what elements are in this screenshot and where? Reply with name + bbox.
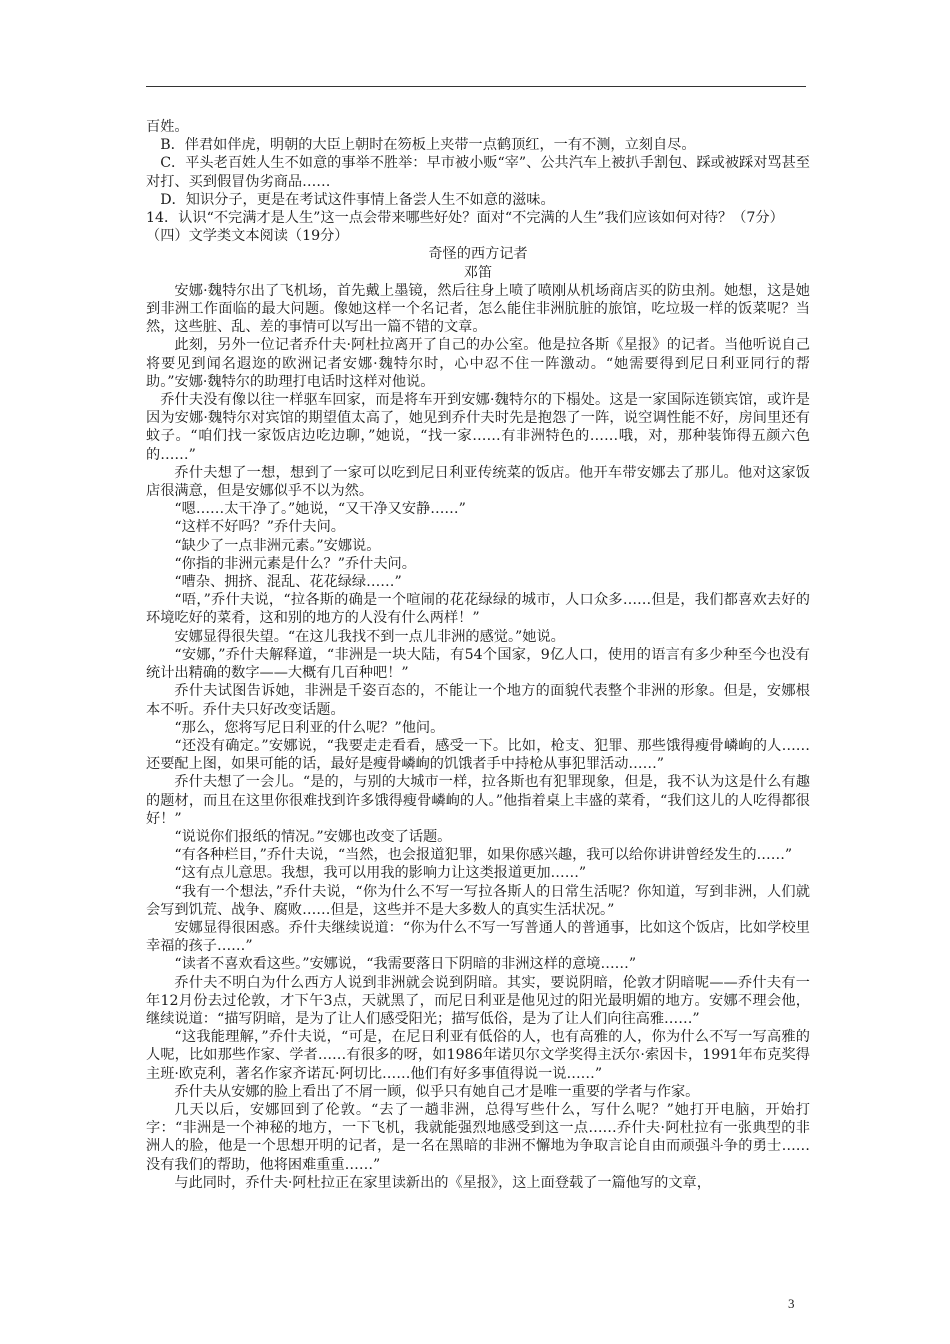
- story-paragraph: “安娜，”乔什夫解释道，“非洲是一块大陆，有54个国家，9亿人口，使用的语言有多少种至今也没有统计出精确的数字——大概有几百种吧！”: [146, 646, 810, 682]
- story-paragraph: 几天以后，安娜回到了伦敦。“去了一趟非洲，总得写些什么，写什么呢？”她打开电脑，开始打字：“非洲是一个神秘的地方，一下飞机，我就能强烈地感受到这一点……乔什夫·阿杜拉有一张典型的非洲人的脸，他是一个思想开明的记者，是一名在黑暗的非洲不懈地为争取言论自由而顽强斗争的勇士……没有我们的帮助，他将困难重重……”: [146, 1101, 810, 1173]
- option-a-tail: 百姓。: [146, 119, 189, 135]
- question-14: 14．认识“不完满才是人生”这一点会带来哪些好处？面对“不完满的人生”我们应该如何对待？（7分）: [146, 210, 784, 227]
- option-d: D．知识分子，更是在考试这件事情上备尝人生不如意的滋味。: [160, 191, 555, 208]
- story-paragraph: “说说你们报纸的情况。”安娜也改变了话题。: [174, 828, 452, 845]
- option-b: B．伴君如伴虎，明朝的大臣上朝时在笏板上夹带一点鹤顶红，一有不测，立刻自尽。: [160, 137, 696, 154]
- story-title: 奇怪的西方记者: [428, 246, 528, 263]
- story-paragraph: “缺少了一点非洲元素。”安娜说。: [174, 537, 381, 554]
- story-paragraph: 安娜·魏特尔出了飞机场，首先戴上墨镜，然后往身上喷了喷刚从机场商店买的防虫剂。她想，这是她到非洲工作面临的最大问题。像她这样一个名记者，怎么能住非洲肮脏的旅馆，吃垃圾一样的饭菜呢？当然，这些脏、乱、差的事情可以写出一篇不错的文章。: [146, 282, 810, 336]
- story-paragraph: 此刻，另外一位记者乔什夫·阿杜拉离开了自己的办公室。他是拉各斯《星报》的记者。当他听说自己将要见到闻名遐迩的欧洲记者安娜·魏特尔时，心中忍不住一阵激动。“她需要得到尼日利亚同行的帮助。”安娜·魏特尔的助理打电话时这样对他说。: [146, 337, 810, 390]
- story-paragraph: “嗯……太干净了。”她说，“又干净又安静……”: [174, 501, 466, 518]
- story-paragraph: 乔什夫不明白为什么西方人说到非洲就会说到阴暗。其实，要说阴暗，伦敦才阴暗呢——乔什夫有一年12月份去过伦敦，才下午3点，天就黑了，而尼日利亚是他见过的阳光最明媚的地方。安娜不理会他，继续说道：“描写阴暗，是为了让人们感受阳光；描写低俗，是为了让人们向往高雅……”: [146, 974, 810, 1027]
- story-paragraph: “我有一个想法，”乔什夫说，“你为什么不写一写拉各斯人的日常生活呢？你知道，写到非洲，人们就会写到饥荒、战争、腐败……但是，这些并不是大多数人的真实生活状况。”: [146, 883, 810, 918]
- header-rule: [146, 86, 806, 87]
- option-c: C．平头老百姓人生不如意的事举不胜举：早市被小贩“宰”、公共汽车上被扒手割包、踩或被踩对骂甚至对打、买到假冒伪劣商品……: [146, 155, 810, 190]
- story-paragraph: “读者不喜欢看这些。”安娜说，“我需要落日下阴暗的非洲这样的意境……”: [174, 956, 637, 973]
- story-paragraph: 安娜显得很困惑。乔什夫继续说道：“你为什么不写一写普通人的普通事，比如这个饭店，比如学校里幸福的孩子……”: [146, 919, 810, 955]
- story-paragraph: 乔什夫试图告诉她，非洲是千姿百态的，不能让一个地方的面貌代表整个非洲的形象。但是，安娜根本不听。乔什夫只好改变话题。: [146, 683, 810, 718]
- story-paragraph: 乔什夫想了一想，想到了一家可以吃到尼日利亚传统菜的饭店。他开车带安娜去了那儿。他对这家饭店很满意，但是安娜似乎不以为然。: [146, 464, 810, 500]
- story-paragraph: “有各种栏目，”乔什夫说，“当然，也会报道犯罪，如果你感兴趣，我可以给你讲讲曾经发生的……”: [174, 847, 793, 864]
- section-heading: （四）文学类文本阅读（19分）: [146, 228, 349, 245]
- story-author: 邓笛: [463, 264, 493, 281]
- story-paragraph: “这样不好吗？”乔什夫问。: [174, 519, 345, 536]
- story-paragraph: “那么，您将写尼日利亚的什么呢？”他问。: [174, 719, 445, 736]
- page-content: [146, 118, 810, 1192]
- story-paragraph: 与此同时，乔什夫·阿杜拉正在家里读新出的《星报》，这上面登载了一篇他写的文章，: [174, 1174, 711, 1191]
- story-paragraph: “这有点儿意思。我想，我可以用我的影响力让这类报道更加……”: [174, 865, 587, 882]
- page-number: 3: [788, 1296, 795, 1311]
- story-paragraph: “唔，”乔什夫说，“拉各斯的确是一个喧闹的花花绿绿的城市，人口众多……但是，我们都喜欢去好的环境吃好的菜肴，这和别的地方的人没有什么两样！”: [146, 592, 810, 627]
- story-paragraph: 乔什夫没有像以往一样驱车回家，而是将车开到安娜·魏特尔的下榻处。这是一家国际连锁宾馆，或许是因为安娜·魏特尔对宾馆的期望值太高了，她见到乔什夫时先是抱怨了一阵，说空调性能不好，房间里还有蚊子。“咱们找一家饭店边吃边聊，”她说，“找一家……有非洲特色的……哦，对，那种装饰得五颜六色的……”: [146, 392, 810, 463]
- story-paragraph: 乔什夫从安娜的脸上看出了不屑一顾，似乎只有她自己才是唯一重要的学者与作家。: [174, 1083, 700, 1100]
- story-paragraph: “还没有确定。”安娜说，“我要走走看看，感受一下。比如，枪支、犯罪、那些饿得瘦骨嶙峋的人……还要配上图，如果可能的话，最好是瘦骨嶙峋的饥饿者手中持枪从事犯罪活动……”: [146, 737, 810, 773]
- story-paragraph: 安娜显得很失望。“在这儿我找不到一点儿非洲的感觉。”她说。: [174, 628, 565, 645]
- story-paragraph: 乔什夫想了一会儿。“是的，与别的大城市一样，拉各斯也有犯罪现象，但是，我不认为这是什么有趣的题材，而且在这里你很难找到许多饿得瘦骨嶙峋的人。”他指着桌上丰盛的菜肴，“我们这儿的人吃得都很好！”: [146, 774, 810, 827]
- story-paragraph: “你指的非洲元素是什么？”乔什夫问。: [174, 555, 416, 572]
- story-paragraph: “嘈杂、拥挤、混乱、花花绿绿……”: [174, 574, 402, 591]
- story-paragraph: “这我能理解，”乔什夫说，“可是，在尼日利亚有低俗的人，也有高雅的人，你为什么不写一写高雅的人呢，比如那些作家、学者……有很多的呀，如1986年诺贝尔文学奖得主沃尔·索因卡，1991年布克奖得主班·欧克利，著名作家齐诺瓦·阿切比……他们有好多事值得说一说……”: [146, 1029, 810, 1082]
